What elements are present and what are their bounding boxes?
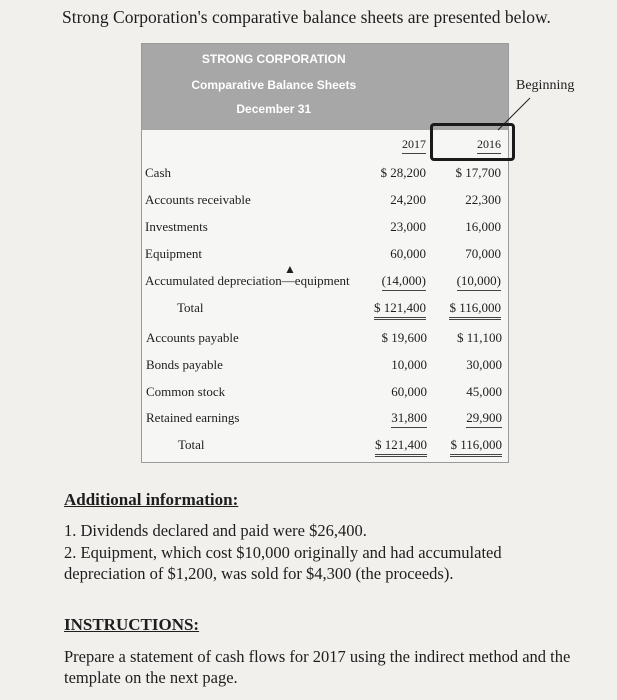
value-2017: $ 28,200	[380, 165, 426, 180]
row-label: Accounts payable	[146, 330, 239, 345]
row-label: Accounts receivable	[145, 192, 251, 207]
row-label: Bonds payable	[146, 357, 223, 372]
assets-total-row	[145, 297, 505, 319]
value-2017: 23,000	[390, 219, 426, 234]
row-label: Equipment	[145, 246, 203, 261]
value-2016: $ 116,000	[434, 437, 502, 453]
value-2017: (14,000)	[358, 273, 426, 289]
statement-title: Comparative Balance Sheets	[191, 78, 357, 92]
value-2017: 10,000	[391, 357, 427, 372]
row-label: Cash	[145, 165, 171, 180]
mouse-cursor-icon: ▲	[284, 262, 296, 276]
column-2017: 2017	[358, 137, 426, 152]
liabilities-total-row	[146, 434, 506, 456]
value-2017: 31,800	[359, 410, 427, 426]
value-2016: 22,300	[465, 192, 501, 207]
row-label: Total	[177, 300, 204, 315]
row-label: Accumulated depreciation—equipment	[145, 273, 350, 288]
value-2016: 45,000	[466, 384, 502, 399]
statement-date: December 31	[236, 102, 312, 116]
table-row	[146, 407, 506, 429]
row-label: Total	[178, 437, 205, 452]
balance-sheet-banner	[142, 44, 508, 130]
value-2017: $ 121,400	[359, 437, 427, 453]
value-2016: 30,000	[466, 357, 502, 372]
intro-text: Strong Corporation's comparative balance sheets are presented below.	[62, 7, 551, 27]
value-2017: 60,000	[391, 384, 427, 399]
value-2016: 70,000	[465, 246, 501, 261]
table-row	[145, 243, 505, 265]
row-label: Retained earnings	[146, 410, 240, 425]
beginning-annotation: Beginning	[516, 78, 575, 93]
value-2016: $ 116,000	[433, 300, 501, 316]
value-2016: $ 17,700	[455, 165, 501, 180]
value-2016: 29,900	[434, 410, 502, 426]
value-2017: 24,200	[390, 192, 426, 207]
table-row	[145, 189, 505, 211]
additional-info-heading: Additional information:	[64, 490, 239, 509]
value-2017: $ 121,400	[358, 300, 426, 316]
company-name: STRONG CORPORATION	[201, 52, 346, 66]
table-row	[146, 327, 506, 349]
column-2016: 2016	[433, 137, 501, 152]
row-label: Investments	[145, 219, 208, 234]
value-2016: (10,000)	[433, 273, 501, 289]
instructions-text: Prepare a statement of cash flows for 2017 using the indirect method and the template on the next page.	[64, 647, 571, 687]
value-2017: 60,000	[390, 246, 426, 261]
table-row	[145, 162, 505, 184]
additional-info-item-1: 1. Dividends declared and paid were $26,400.	[64, 521, 367, 540]
instructions-heading: INSTRUCTIONS:	[64, 615, 200, 634]
table-row	[146, 354, 506, 376]
value-2016: $ 11,100	[456, 330, 502, 345]
table-row	[145, 216, 505, 238]
row-label: Common stock	[146, 384, 226, 399]
additional-info-item-2: 2. Equipment, which cost $10,000 originally and had accumulated depreciation of $1,200, was sold for $4,300 (the proceeds).	[64, 543, 502, 583]
column-header-row	[145, 134, 505, 156]
table-row	[146, 381, 506, 403]
value-2016: 16,000	[465, 219, 501, 234]
value-2017: $ 19,600	[381, 330, 427, 345]
table-row	[145, 270, 505, 292]
